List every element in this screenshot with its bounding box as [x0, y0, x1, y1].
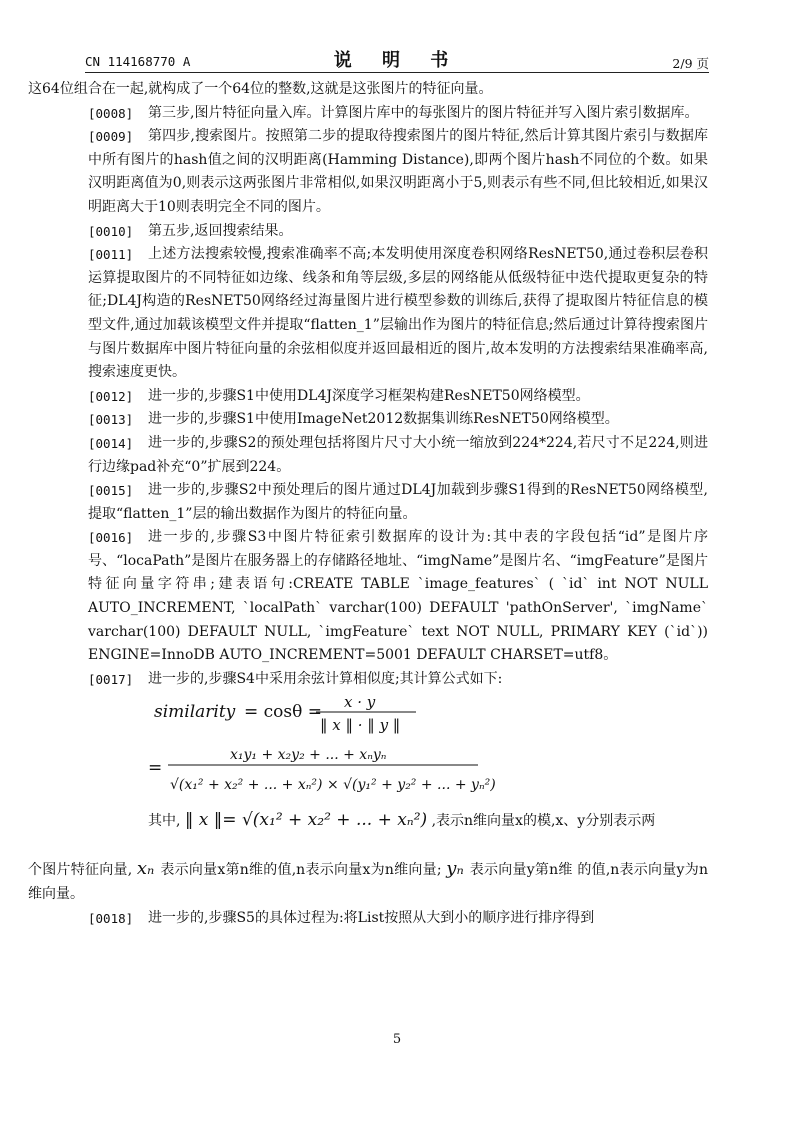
svg-text:√(x₁² + x₂² + ... + xₙ²) × √(y: √(x₁² + x₂² + ... + xₙ²) × √(y₁² + y₂² + ... + yₙ²)	[170, 777, 496, 794]
paragraph	[88, 102, 708, 126]
paragraph-number: [0012]	[88, 388, 134, 404]
paragraph-text: 上述方法搜索较慢,搜索准确率不高;本发明使用深度卷积网络ResNET50,通过卷积层卷积运算提取图片的不同特征如边缘、线条和角等层级,多层的网络能从低级特征中迭代提取更复杂的特征;DL4J构造的ResNET50网络经过海量图片进行模型参数的训练后,获得了提取图片特征信息的模型文件,通过加载该模型文件并提取“flatten_1”层输出作为图片的特征信息;然后通过计算待搜索图片与图片数据库中图片特征向量的余弦相似度并返回最相近的图片,故本发明的方法搜索结果准确率高,搜索速度更快。	[88, 246, 708, 381]
paragraph-number: [0011]	[88, 247, 134, 263]
paragraph-number: [0017]	[88, 671, 134, 687]
paragraph-number: [0013]	[88, 412, 134, 428]
paragraph	[88, 243, 708, 385]
cosine-similarity-formula	[148, 691, 708, 807]
paragraph-number: [0016]	[88, 530, 134, 546]
norm-suffix: ,表示n维向量x的模,x、y分别表示两	[431, 813, 656, 830]
paragraph-number: [0009]	[88, 129, 134, 145]
norm-prefix: 其中,	[148, 813, 181, 830]
paragraph	[88, 668, 708, 692]
paragraph-text: 进一步的,步骤S4中采用余弦计算相似度;其计算公式如下:	[148, 670, 503, 687]
formula-lhs: similarity	[154, 702, 236, 723]
svg-text:‖ x ‖ · ‖ y ‖: ‖ x ‖ · ‖ y ‖	[320, 716, 401, 735]
paragraph-text: 这64位组合在一起,就构成了一个64位的整数,这就是这张图片的特征向量。	[28, 81, 493, 97]
svg-text:x · y: x · y	[344, 693, 376, 712]
paragraph-text: 进一步的,步骤S5的具体过程为:将List按照从大到小的顺序进行排序得到	[148, 909, 595, 926]
paragraph-number: [0008]	[88, 105, 134, 121]
formula-graphic	[148, 691, 508, 807]
paragraph-text: 第五步,返回搜索结果。	[148, 222, 293, 239]
paragraph	[28, 857, 708, 906]
paragraph	[88, 385, 708, 409]
formula-cos: = cosθ =	[244, 702, 323, 723]
paragraph-text: 进一步的,步骤S1中使用ImageNet2012数据集训练ResNET50网络模型。	[148, 411, 619, 428]
paragraph	[88, 220, 708, 244]
document-title: 说 明 书	[333, 50, 461, 71]
paragraph-number: [0014]	[88, 435, 134, 451]
paragraph-text: 进一步的,步骤S2中预处理后的图片通过DL4J加载到步骤S1得到的ResNET50网络模型,提取“flatten_1”层的输出数据作为图片的特征向量。	[88, 482, 708, 522]
paragraph-number: [0010]	[88, 223, 134, 239]
page-of-total: 2/9 页	[672, 56, 709, 71]
paragraph	[88, 479, 708, 526]
paragraph	[28, 78, 708, 102]
page-number: 5	[392, 1032, 402, 1047]
page-header	[85, 46, 709, 72]
header-divider	[85, 72, 709, 73]
paragraph	[88, 526, 708, 668]
paragraph-text: 第四步,搜索图片。按照第二步的提取待搜索图片的图片特征,然后计算其图片索引与数据库中所有图片的hash值之间的汉明距离(Hamming Distance),即两个图片hash不同位的个数。如果汉明距离值为0,则表示这两张图片非常相似,如果汉明距离小于5,则表示有些不同,但比较相近,如果汉明距离大于10则表明完全不同的图片。	[88, 128, 708, 215]
paragraph-text: 第三步,图片特征向量入库。计算图片库中的每张图片的图片特征并写入图片索引数据库。	[148, 104, 699, 121]
paragraph-number: [0015]	[88, 483, 134, 499]
norm-text-a: 个图片特征向量,	[28, 862, 133, 879]
paragraph-text: 进一步的,步骤S1中使用DL4J深度学习框架构建ResNET50网络模型。	[148, 387, 590, 404]
norm-text-c: 表示向量y第n维	[469, 862, 573, 879]
document-number: CN 114168770 A	[85, 54, 191, 69]
paragraph	[88, 432, 708, 479]
document-body	[28, 78, 708, 930]
norm-text-b: 表示向量x第n维的值,n表示向量x为n维向量;	[160, 862, 442, 879]
paragraph	[88, 125, 708, 219]
norm-formula: ‖ x ‖= √(x₁² + x₂² + ... + xₙ²)	[184, 810, 428, 831]
norm-definition	[88, 809, 708, 853]
paragraph-text: 进一步的,步骤S2的预处理包括将图片尺寸大小统一缩放到224*224,若尺寸不足224,则进行边缘pad补充“0”扩展到224。	[88, 434, 708, 475]
svg-text:x₁y₁ + x₂y₂ + ... + xₙyₙ: x₁y₁ + x₂y₂ + ... + xₙyₙ	[230, 747, 387, 764]
paragraph	[88, 408, 708, 432]
paragraph-text: 进一步的,步骤S3中图片特征索引数据库的设计为:其中表的字段包括“id”是图片序号、“locaPath”是图片在服务器上的存储路径地址、“imgName”是图片名、“imgFeature”是图片特征向量字符串;建表语句:CREATE TABLE `image_features` ( `id` int NOT NULL AUTO_INCREMENT, `localPath` varchar(100) DEFAULT 'pathOnServer', `imgName` varchar(100) DEFAULT NULL, `imgFeature` text NOT NULL, PRIMARY KEY (`id`)) ENGINE=InnoDB AUTO_INCREMENT=5001 DEFAULT CHARSET=utf8。	[88, 529, 708, 664]
xn-symbol: xₙ	[136, 858, 161, 880]
norm-text-d: 的值,n表示向量y为n维向量。	[28, 862, 708, 903]
paragraph-number: [0018]	[88, 910, 134, 926]
paragraph	[88, 907, 708, 931]
formula-equals: =	[148, 758, 163, 779]
yn-symbol: yₙ	[446, 858, 470, 880]
